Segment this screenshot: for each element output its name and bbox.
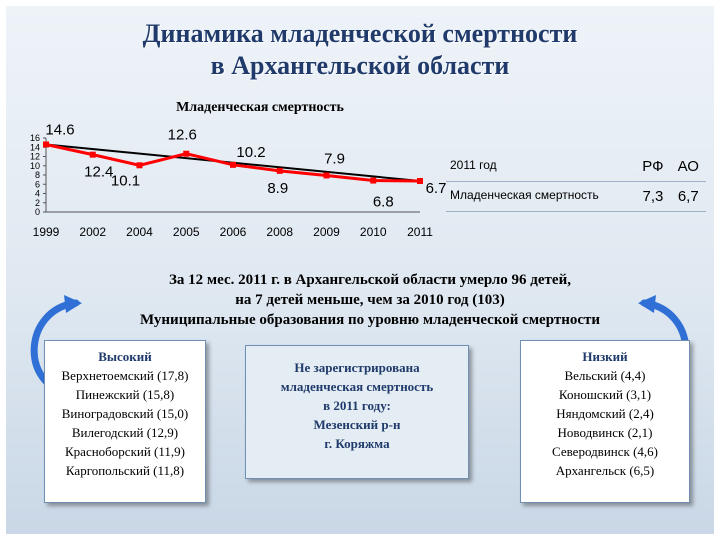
low-heading: Низкий xyxy=(582,349,628,364)
x-tick-label: 2010 xyxy=(359,225,387,239)
x-tick-labels xyxy=(33,225,434,239)
data-label: 8.9 xyxy=(267,179,289,197)
list-item: Новодвинск (2,1) xyxy=(557,425,653,440)
list-item: Виноградовский (15,0) xyxy=(61,406,189,421)
list-item: Коношский (3,1) xyxy=(558,387,652,402)
x-tick-label: 2011 xyxy=(407,225,433,239)
slide-title-line2: в Архангельской области xyxy=(210,51,510,80)
data-label: 6.8 xyxy=(372,193,394,211)
y-tick-label: 6 xyxy=(34,179,40,190)
data-label: 12.6 xyxy=(167,126,197,144)
high-heading: Высокий xyxy=(98,349,152,364)
high-level-box xyxy=(44,340,206,503)
y-tick-label: 2 xyxy=(34,197,40,208)
info-text xyxy=(60,270,680,330)
list-item: Северодвинск (4,6) xyxy=(552,444,658,459)
unregistered-line: Мезенский р-н xyxy=(313,417,401,432)
data-point xyxy=(417,178,423,184)
x-tick-label: 2009 xyxy=(313,225,340,239)
y-tick-label: 0 xyxy=(34,207,40,217)
list-item: Вилегодский (12,9) xyxy=(71,425,179,440)
year-label: 2011 год xyxy=(446,152,635,182)
line-chart xyxy=(0,120,450,250)
x-tick-label: 2002 xyxy=(79,225,107,239)
ao-value: 6,7 xyxy=(671,182,706,212)
x-tick-label: 2006 xyxy=(219,225,247,239)
list-item: Каргопольский (11,8) xyxy=(65,463,185,478)
list-item: Няндомский (2,4) xyxy=(556,406,654,421)
data-point xyxy=(183,151,189,157)
data-label: 14.6 xyxy=(45,121,75,139)
slide-title-line1: Динамика младенческой смертности xyxy=(142,19,578,48)
data-point xyxy=(43,141,49,147)
data-point xyxy=(324,172,330,178)
unregistered-box xyxy=(245,345,469,479)
slide-title xyxy=(0,18,720,82)
data-label: 12.4 xyxy=(84,163,114,181)
list-item: Пинежский (15,8) xyxy=(75,387,175,402)
table-header-row xyxy=(446,152,706,182)
y-tick-label: 12 xyxy=(29,151,40,162)
unregistered-line: младенческая смертность xyxy=(280,379,434,394)
comparison-table xyxy=(446,152,706,212)
unregistered-line: в 2011 году: xyxy=(323,398,391,413)
col-rf: РФ xyxy=(635,152,670,182)
info-line3: Муниципальные образования по уровню младенческой смертности xyxy=(139,312,601,328)
col-ao: АО xyxy=(671,152,706,182)
data-point xyxy=(230,162,236,168)
x-tick-label: 2008 xyxy=(266,225,294,239)
unregistered-line: г. Коряжма xyxy=(324,436,390,451)
data-point xyxy=(137,162,143,168)
data-point xyxy=(277,168,283,174)
table-row xyxy=(446,182,706,212)
data-point xyxy=(370,178,376,184)
data-label: 7.9 xyxy=(324,150,345,168)
rf-value: 7,3 xyxy=(635,182,670,212)
info-line1: За 12 мес. 2011 г. в Архангельской области умерло 96 детей, xyxy=(169,272,571,288)
y-tick-label: 14 xyxy=(29,142,40,153)
chart-title: Младенческая смертность xyxy=(176,100,344,115)
x-tick-label: 2005 xyxy=(172,225,200,239)
unregistered-line: Не зарегистрирована xyxy=(294,360,420,375)
data-label: 6.7 xyxy=(425,180,447,198)
data-label: 10.2 xyxy=(236,143,266,161)
list-item: Архангельск (6,5) xyxy=(555,463,655,478)
list-item: Красноборский (11,9) xyxy=(65,444,185,459)
y-tick-label: 4 xyxy=(34,188,40,199)
info-line2: на 7 детей меньше, чем за 2010 год (103) xyxy=(235,292,505,308)
row-label: Младенческая смертность xyxy=(446,182,635,212)
data-label: 10.1 xyxy=(110,172,141,190)
list-item: Вельский (4,4) xyxy=(564,368,646,383)
y-tick-label: 16 xyxy=(29,133,40,143)
x-tick-label: 1999 xyxy=(32,225,60,239)
low-level-box xyxy=(520,340,690,503)
y-tick-label: 8 xyxy=(34,170,40,180)
list-item: Верхнетоемский (17,8) xyxy=(61,368,189,383)
y-tick-label: 10 xyxy=(29,160,40,171)
data-point xyxy=(90,152,96,158)
x-tick-label: 2004 xyxy=(126,225,153,239)
